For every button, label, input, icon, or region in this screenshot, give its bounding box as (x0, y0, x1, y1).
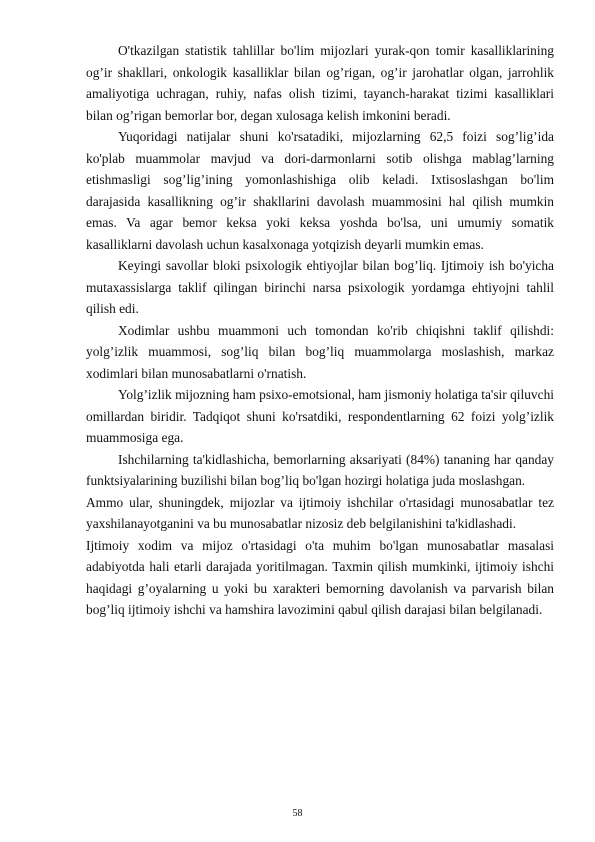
paragraph-adaptation: Ishchilarning ta'kidlashicha, bemorlarning aksariyati (84%) tananing har qanday funktsiyalarining buzilishi bilan bog’liq bo'lgan hozirgi holatiga juda moslashgan. (86, 451, 554, 488)
body-text (86, 40, 554, 621)
paragraph-psychological-needs: Keyingi savollar bloki psixologik ehtiyojlar bilan bog’liq. Ijtimoiy ish bo'yicha mutaxassislarga taklif qilingan birinchi narsa psixologik yordamga ehtiyojni tahlil qilish edi. (86, 258, 554, 316)
paragraph-worker-client-relations: Ijtimoiy xodim va mijoz o'rtasidagi o'ta muhim bo'lgan munosabatlar masalasi adabiyotda hali etarli darajada yoritilmagan. Taxmin qilish mumkinki, ijtimoiy ishchi haqidagi g’oyalarning u yoki bu xarakteri bemorning davolanish va parvarish bilan bog’liq ijtimoiy ishchi va hamshira lavozimini qabul qilish darajasi bilan belgilanadi. (86, 537, 554, 617)
paragraph-relationships-improving: Ammo ular, shuningdek, mijozlar va ijtimoiy ishchilar o'rtasidagi munosabatlar tez yaxshilanayotganini va bu munosabatlar nizosiz deb belgilanishini ta'kidlashadi. (86, 494, 554, 531)
paragraph-results-health: Yuqoridagi natijalar shuni ko'rsatadiki, mijozlarning 62,5 foizi sog’lig’ida ko'plab muammolar mavjud va dori-darmonlarni sotib olishga mablag’larning etishmasligi sog’lig’ining yomonlashishiga olib keladi. Ixtisoslashgan bo'lim darajasida kasallikning og’ir shakllarini davolash muammosini hal qilish mumkin emas. Va agar bemor keksa yoki keksa yoshda bo'lsa, uni umumiy somatik kasalliklarni davolash uchun kasalxonaga yotqizish deyarli mumkin emas. (86, 129, 554, 252)
page-number: 58 (292, 808, 303, 819)
paragraph-loneliness: Yolg’izlik mijozning ham psixo-emotsional, ham jismoniy holatiga ta'sir qiluvchi omillardan biridir. Tadqiqot shuni ko'rsatdiki, respondentlarning 62 foizi yolg’izlik muammosiga ega. (86, 387, 554, 445)
paragraph-three-aspects: Xodimlar ushbu muammoni uch tomondan ko'rib chiqishni taklif qilishdi: yolg’izlik muammosi, sog’liq bilan bog’liq muammolarga moslashish, markaz xodimlari bilan munosabatlarni o'rnatish. (86, 322, 554, 381)
paragraph-statistical-analysis: O'tkazilgan statistik tahlillar bo'lim mijozlari yurak-qon tomir kasalliklarining og’ir shakllari, onkologik kasalliklar bilan og’rigan, og’ir jarohatlar olgan, jarrohlik amaliyotiga uchragan, ruhiy, nafas olish tizimi, tayanch-harakat tizimi kasalliklari bilan og’rigan bemorlar bor, degan xulosaga kelish imkonini beradi. (86, 43, 554, 123)
